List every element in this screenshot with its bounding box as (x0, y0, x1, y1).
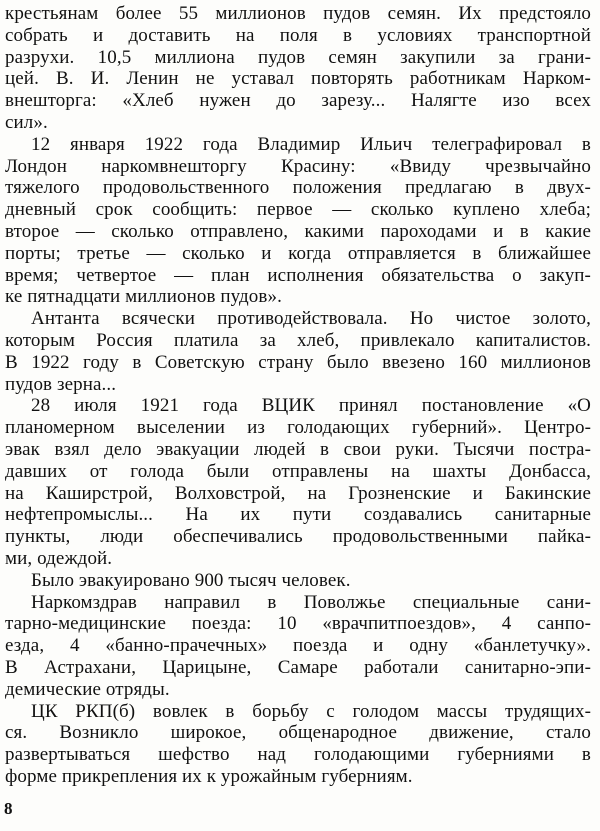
text-line: форме прикрепления их к урожайным губерниям. (5, 765, 413, 787)
text-line: тяжелого продовольственного положения предлагаю в двух- (5, 177, 591, 199)
text-line: езда, 4 «банно-прачечных» поезда и одну «банлетучку». (5, 635, 591, 657)
text-line: эвак взял дело эвакуации людей в свои руки. Тысячи постра- (5, 438, 591, 460)
text-line: В Астрахани, Царицыне, Самаре работали санитарно-эпи- (5, 656, 591, 678)
text-line: ке пятнадцати миллионов пудов». (5, 286, 282, 308)
text-line: давших от голода были отправлены на шахты Донбасса, (5, 460, 591, 482)
text-line: нефтепромыслы... На их пути создавались санитарные (5, 504, 591, 526)
text-line: В 1922 году в Советскую страну было ввезено 160 миллионов (5, 351, 591, 373)
text-line: ми, одеждой. (5, 547, 113, 569)
text-line: демические отряды. (5, 678, 170, 700)
body-text (5, 3, 591, 788)
text-line: планомерном выселении из голодающих губерний». Центро- (5, 417, 591, 439)
text-line: Антанта всячески противодействовала. Но чистое золото, (31, 308, 591, 330)
text-line: пудов зерна... (5, 373, 117, 395)
text-line: пункты, люди обеспечивались продовольственными пайка- (5, 526, 591, 548)
page-number: 8 (4, 799, 13, 818)
text-line: разрухи. 10,5 миллиона пудов семян закупили за грани- (5, 46, 591, 68)
text-line: на Каширстрой, Волховстрой, на Грозненские и Бакинские (5, 482, 591, 504)
text-line: 28 июля 1921 года ВЦИК принял постановление «О (31, 395, 591, 417)
text-line: цей. В. И. Ленин не уставал повторять работникам Нарком- (5, 68, 591, 90)
text-line: Наркомздрав направил в Поволжье специальные сани- (31, 591, 591, 613)
text-line: которым Россия платила за хлеб, привлекало капиталистов. (5, 329, 591, 351)
text-line: тарно-медицинские поезда: 10 «врачпитпоездов», 4 санпо- (5, 613, 591, 635)
text-line: время; четвертое — план исполнения обязательства о закуп- (5, 264, 591, 286)
text-line: Лондон наркомвнешторгу Красину: «Ввиду чрезвычайно (5, 155, 591, 177)
text-line: ЦК РКП(б) вовлек в борьбу с голодом массы трудящих- (31, 700, 591, 722)
text-line: сил». (5, 111, 48, 133)
text-line: собрать и доставить на поля в условиях транспортной (5, 24, 591, 46)
text-line: второе — сколько отправлено, какими пароходами и в какие (5, 220, 591, 242)
text-line: крестьянам более 55 миллионов пудов семян. Их предстояло (5, 3, 591, 24)
text-line: дневный срок сообщить: первое — сколько куплено хлеба; (5, 199, 591, 221)
text-line: 12 января 1922 года Владимир Ильич телеграфировал в (31, 133, 591, 155)
text-line: развертываться шефство над голодающими губерниями в (5, 744, 591, 766)
text-line: ся. Возникло широкое, общенародное движение, стало (5, 722, 591, 744)
text-line: Было эвакуировано 900 тысяч человек. (31, 569, 351, 591)
text-line: порты; третье — сколько и когда отправляется в ближайшее (5, 242, 591, 264)
text-line: внешторга: «Хлеб нужен до зарезу... Налягте изо всех (5, 90, 591, 112)
